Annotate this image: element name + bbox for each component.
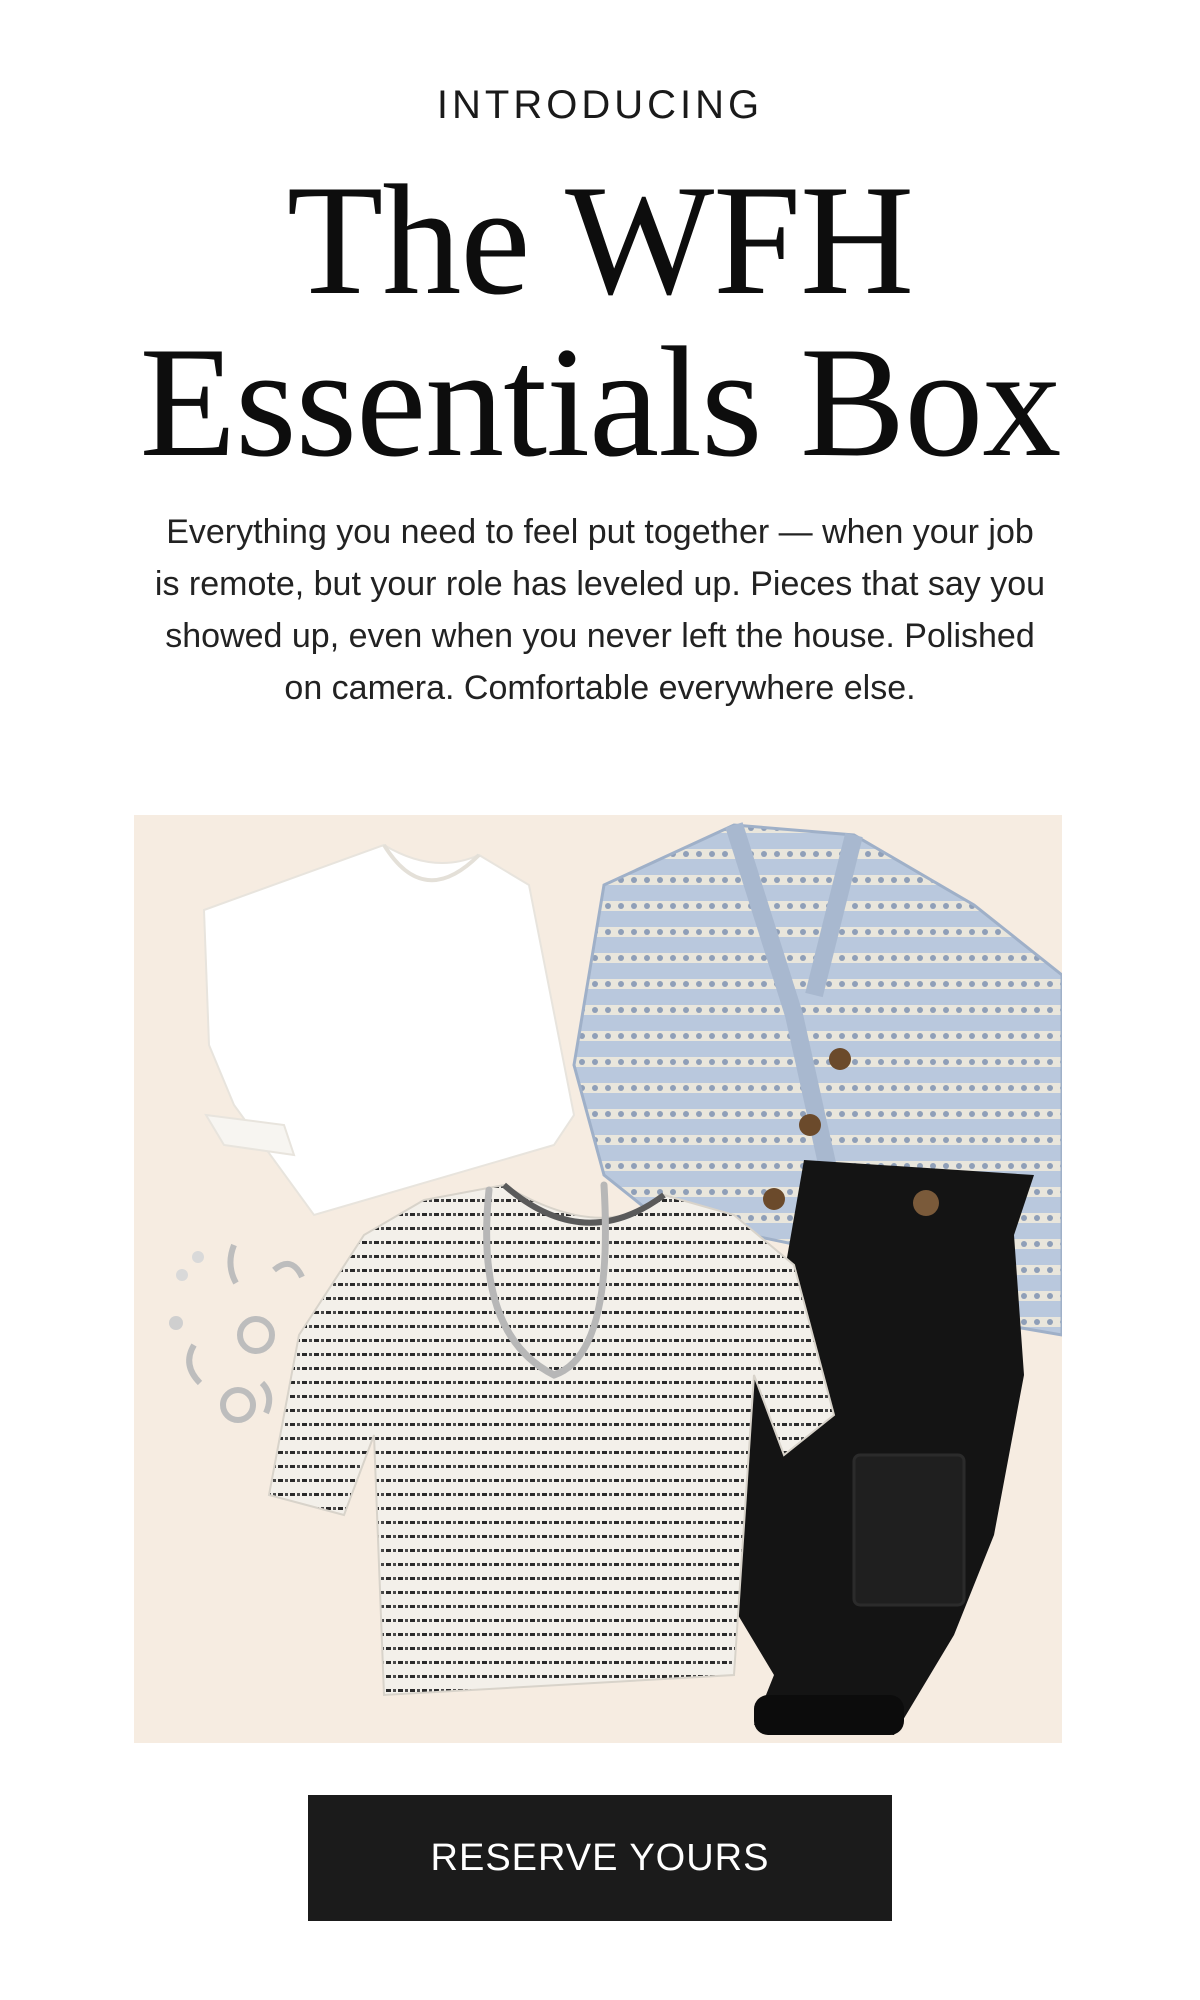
- reserve-yours-button[interactable]: RESERVE YOURS: [308, 1795, 892, 1921]
- page-title-line-1: The WFH: [286, 153, 914, 328]
- hero-product-image[interactable]: [134, 815, 1062, 1743]
- description-text: Everything you need to feel put together — when your job is remote, but your role has leveled up. Pieces that say you showed up, even when you never left the house. Polished on camera. Comfortable everywhere else.: [154, 513, 1046, 707]
- eyebrow-text: INTRODUCING: [436, 83, 764, 127]
- outfit-flatlay-illustration: [134, 815, 1062, 1743]
- page-title-line-2: Essentials Box: [139, 315, 1061, 490]
- page-title: [0, 153, 1200, 490]
